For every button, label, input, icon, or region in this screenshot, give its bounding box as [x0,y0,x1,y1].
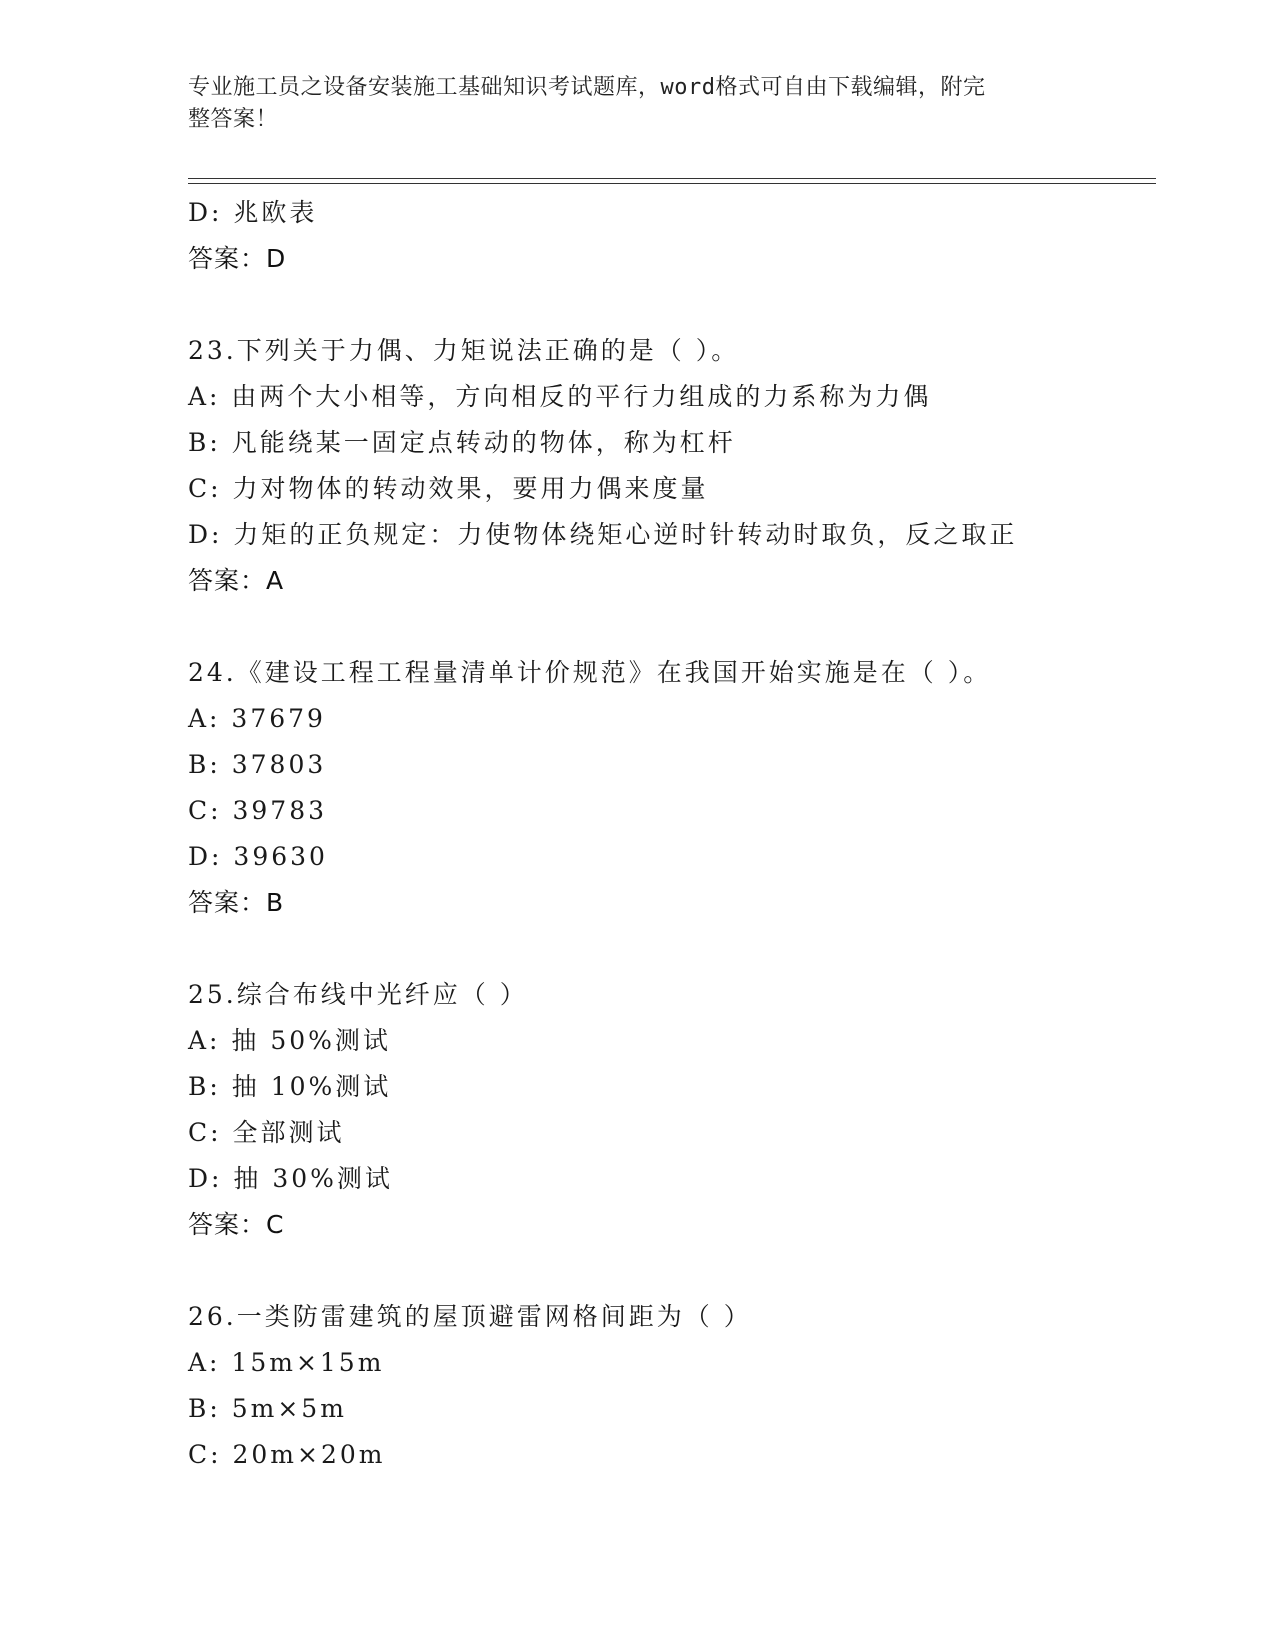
header-divider-bottom [188,183,1156,184]
header-line-2: 整答案！ [188,107,279,132]
option-a: A: 37679 [188,704,326,733]
option-b: B: 5m×5m [188,1394,347,1423]
option-b: B: 抽 10%测试 [188,1072,392,1101]
question-26 [188,1294,1156,1478]
question-23 [188,328,1156,604]
answer: 答案：A [188,566,285,595]
option-c: C: 20m×20m [188,1440,386,1469]
option-d: D: 力矩的正负规定：力使物体绕矩心逆时针转动时取负，反之取正 [188,520,1018,549]
option-c: C: 39783 [188,796,328,825]
prev-question-answer: 答案：D [188,244,287,273]
option-a: A: 抽 50%测试 [188,1026,391,1055]
answer: 答案：C [188,1210,285,1239]
question-stem: 23.下列关于力偶、力矩说法正确的是（ ）。 [188,336,740,365]
question-stem: 25.综合布线中光纤应（ ） [188,980,528,1009]
answer: 答案：B [188,888,285,917]
option-c: C: 力对物体的转动效果，要用力偶来度量 [188,474,709,503]
spacer [188,282,1156,328]
header-divider-top [188,178,1156,179]
option-d: D: 抽 30%测试 [188,1164,393,1193]
spacer [188,926,1156,972]
prev-question-option-d: D: 兆欧表 [188,198,318,227]
option-d: D: 39630 [188,842,328,871]
question-stem: 26.一类防雷建筑的屋顶避雷网格间距为（ ） [188,1302,752,1331]
header-line-1: 专业施工员之设备安装施工基础知识考试题库，word格式可自由下载编辑，附完 [188,75,986,100]
option-b: B: 37803 [188,750,327,779]
document-header [188,72,1088,136]
question-stem: 24.《建设工程工程量清单计价规范》在我国开始实施是在（ ）。 [188,658,992,687]
document-body [188,190,1156,1478]
option-b: B: 凡能绕某一固定点转动的物体，称为杠杆 [188,428,736,457]
question-25 [188,972,1156,1248]
spacer [188,1248,1156,1294]
spacer [188,604,1156,650]
option-a: A: 由两个大小相等，方向相反的平行力组成的力系称为力偶 [188,382,932,411]
question-24 [188,650,1156,926]
option-a: A: 15m×15m [188,1348,385,1377]
option-c: C: 全部测试 [188,1118,345,1147]
